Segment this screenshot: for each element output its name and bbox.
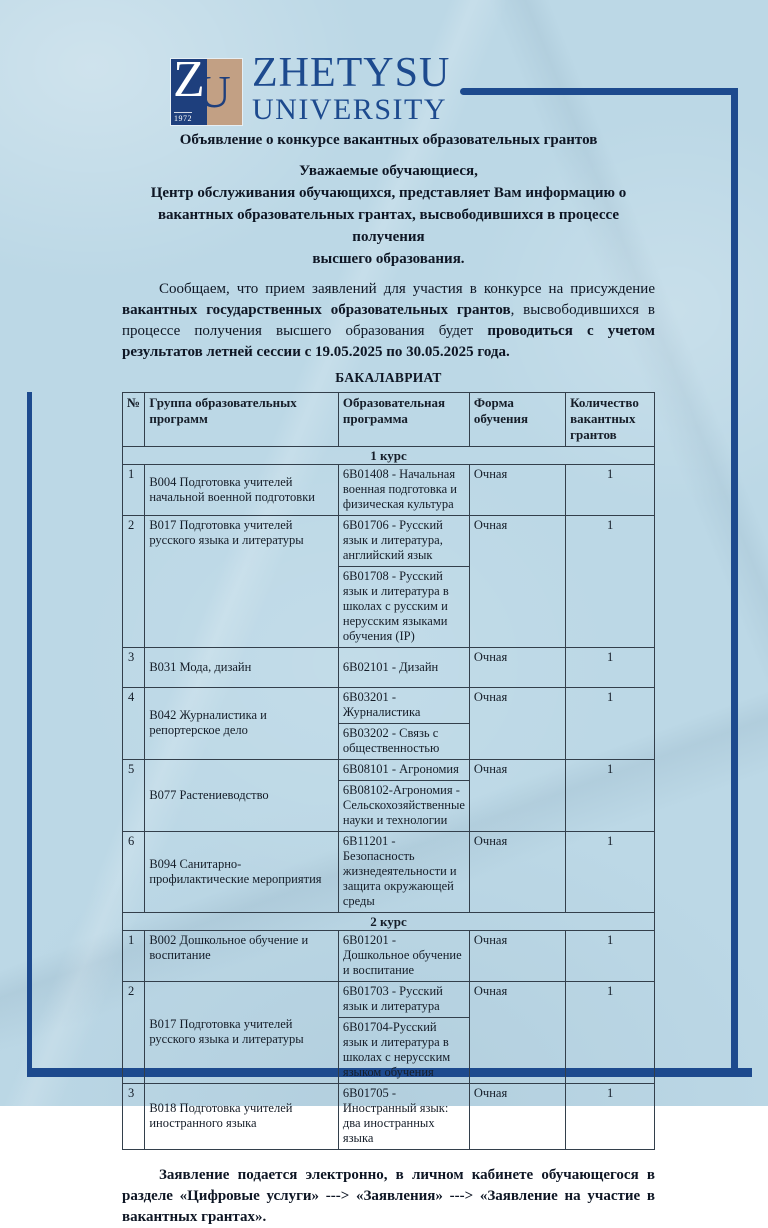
bachelor-section-label: БАКАЛАВРИАТ [335,370,442,385]
table-row [123,1084,655,1150]
greeting-line: вакантных образовательных грантах, высвободившихся в процессе получения [157,207,620,245]
cell-program: 6В03202 - Связь с общественностью [338,724,469,760]
grants-table [122,392,655,1150]
cell-form: Очная [469,648,565,688]
cell-form: Очная [469,760,565,832]
cell-group: В017 Подготовка учителей русского языка и литературы [145,516,339,648]
header-cell-count: Количество вакантных грантов [566,393,655,447]
greeting-block [122,160,655,270]
cell-count: 1 [566,688,655,760]
cell-form: Очная [469,688,565,760]
intro-paragraph [122,279,655,363]
cell-form: Очная [469,1084,565,1150]
cell-num: 2 [123,516,145,648]
cell-group: В094 Санитарно-профилактические мероприятия [145,832,339,913]
cell-num: 2 [123,982,145,1084]
cell-section: 1 курс [123,447,655,465]
table-row [123,688,655,724]
cell-form: Очная [469,465,565,516]
cell-num: 5 [123,760,145,832]
cell-count: 1 [566,760,655,832]
table-row [123,465,655,516]
cell-section: 2 курс [123,913,655,931]
cell-count: 1 [566,931,655,982]
table-row [123,931,655,982]
cell-count: 1 [566,465,655,516]
table-row [123,832,655,913]
cell-num: 3 [123,648,145,688]
cell-form: Очная [469,516,565,648]
table-row [123,648,655,688]
greeting-line: Центр обслуживания обучающихся, представляет Вам информацию о [150,185,627,201]
logo-letter-z: Z [173,51,205,108]
submission-note: Заявление подается электронно, в личном кабинете обучающегося в разделе «Цифровые услуги» ---> «Заявления» ---> «Заявление на участие в вакантных грантах». [122,1167,655,1225]
intro-segment: , высвободившихся в процессе получения высшего образования будет [122,302,655,339]
header-cell-program: Образовательная программа [338,393,469,447]
cell-count: 1 [566,516,655,648]
cell-program: 6В11201 - Безопасность жизнедеятельности и защита окружающей среды [338,832,469,913]
intro-bold-segment: вакантных государственных образовательных грантов [122,302,511,318]
cell-program: 6В01703 - Русский язык и литература [338,982,469,1018]
cell-program: 6В01704-Русский язык и литература в школах с нерусским языком обучения [338,1018,469,1084]
cell-num: 1 [123,465,145,516]
cell-num: 3 [123,1084,145,1150]
table-row [123,982,655,1018]
table-row [123,760,655,781]
greeting-line: Уважаемые обучающиеся, [299,163,478,179]
cell-group: В017 Подготовка учителей русского языка и литературы [145,982,339,1084]
wordmark-zhetysu: ZHETYSU [252,50,451,96]
cell-count: 1 [566,832,655,913]
logo-year: 1972 [174,114,192,123]
cell-group: В004 Подготовка учителей начальной военной подготовки [145,465,339,516]
cell-group: В077 Растениеводство [145,760,339,832]
frame-right-line [731,88,738,1077]
table-row [123,516,655,567]
cell-form: Очная [469,931,565,982]
cell-program: 6В01408 - Начальная военная подготовка и физическая культура [338,465,469,516]
cell-count: 1 [566,648,655,688]
frame-left-line [27,392,32,1077]
logo-letter-u: U [197,66,231,117]
table-header-row [123,393,655,447]
cell-program: 6В02101 - Дизайн [338,648,469,688]
course-section-row [123,913,655,931]
wordmark-university: UNIVERSITY [252,93,447,126]
header-cell-number: № [123,393,145,447]
cell-program: 6В03201 - Журналистика [338,688,469,724]
cell-num: 1 [123,931,145,982]
header-cell-group: Группа образовательных программ [145,393,339,447]
cell-program: 6В01708 - Русский язык и литература в школах с русским и нерусским языками обучения (IP) [338,567,469,648]
cell-group: В042 Журналистика и репортерское дело [145,688,339,760]
cell-program: 6В01201 - Дошкольное обучение и воспитание [338,931,469,982]
header-cell-form: Форма обучения [469,393,565,447]
grants-table-body [123,447,655,1150]
cell-group: В002 Дошкольное обучение и воспитание [145,931,339,982]
intro-segment: Сообщаем, что прием заявлений для участия в конкурсе на присуждение [159,281,655,297]
announcement-title: Объявление о конкурсе вакантных образовательных грантов [179,132,598,148]
logo-tan-half [197,59,243,125]
cell-num: 6 [123,832,145,913]
cell-form: Очная [469,832,565,913]
cell-num: 4 [123,688,145,760]
frame-top-line [460,88,738,95]
intro-bold-segment: проводиться с учетом результатов летней сессии с 19.05.2025 по 30.05.2025 года. [122,323,655,360]
greeting-line: высшего образования. [312,251,465,267]
course-section-row [123,447,655,465]
cell-form: Очная [469,982,565,1084]
cell-group: В031 Мода, дизайн [145,648,339,688]
logo-wordmark [252,52,450,125]
document-body [122,132,655,1228]
cell-count: 1 [566,1084,655,1150]
cell-program: 6В01706 - Русский язык и литература, английский язык [338,516,469,567]
cell-program: 6В01705 - Иностранный язык: два иностранных языка [338,1084,469,1150]
cell-program: 6В08101 - Агрономия [338,760,469,781]
university-logo [170,51,243,126]
cell-count: 1 [566,982,655,1084]
cell-group: В018 Подготовка учителей иностранного языка [145,1084,339,1150]
cell-program: 6В08102-Агрономия - Сельскохозяйственные науки и технологии [338,781,469,832]
